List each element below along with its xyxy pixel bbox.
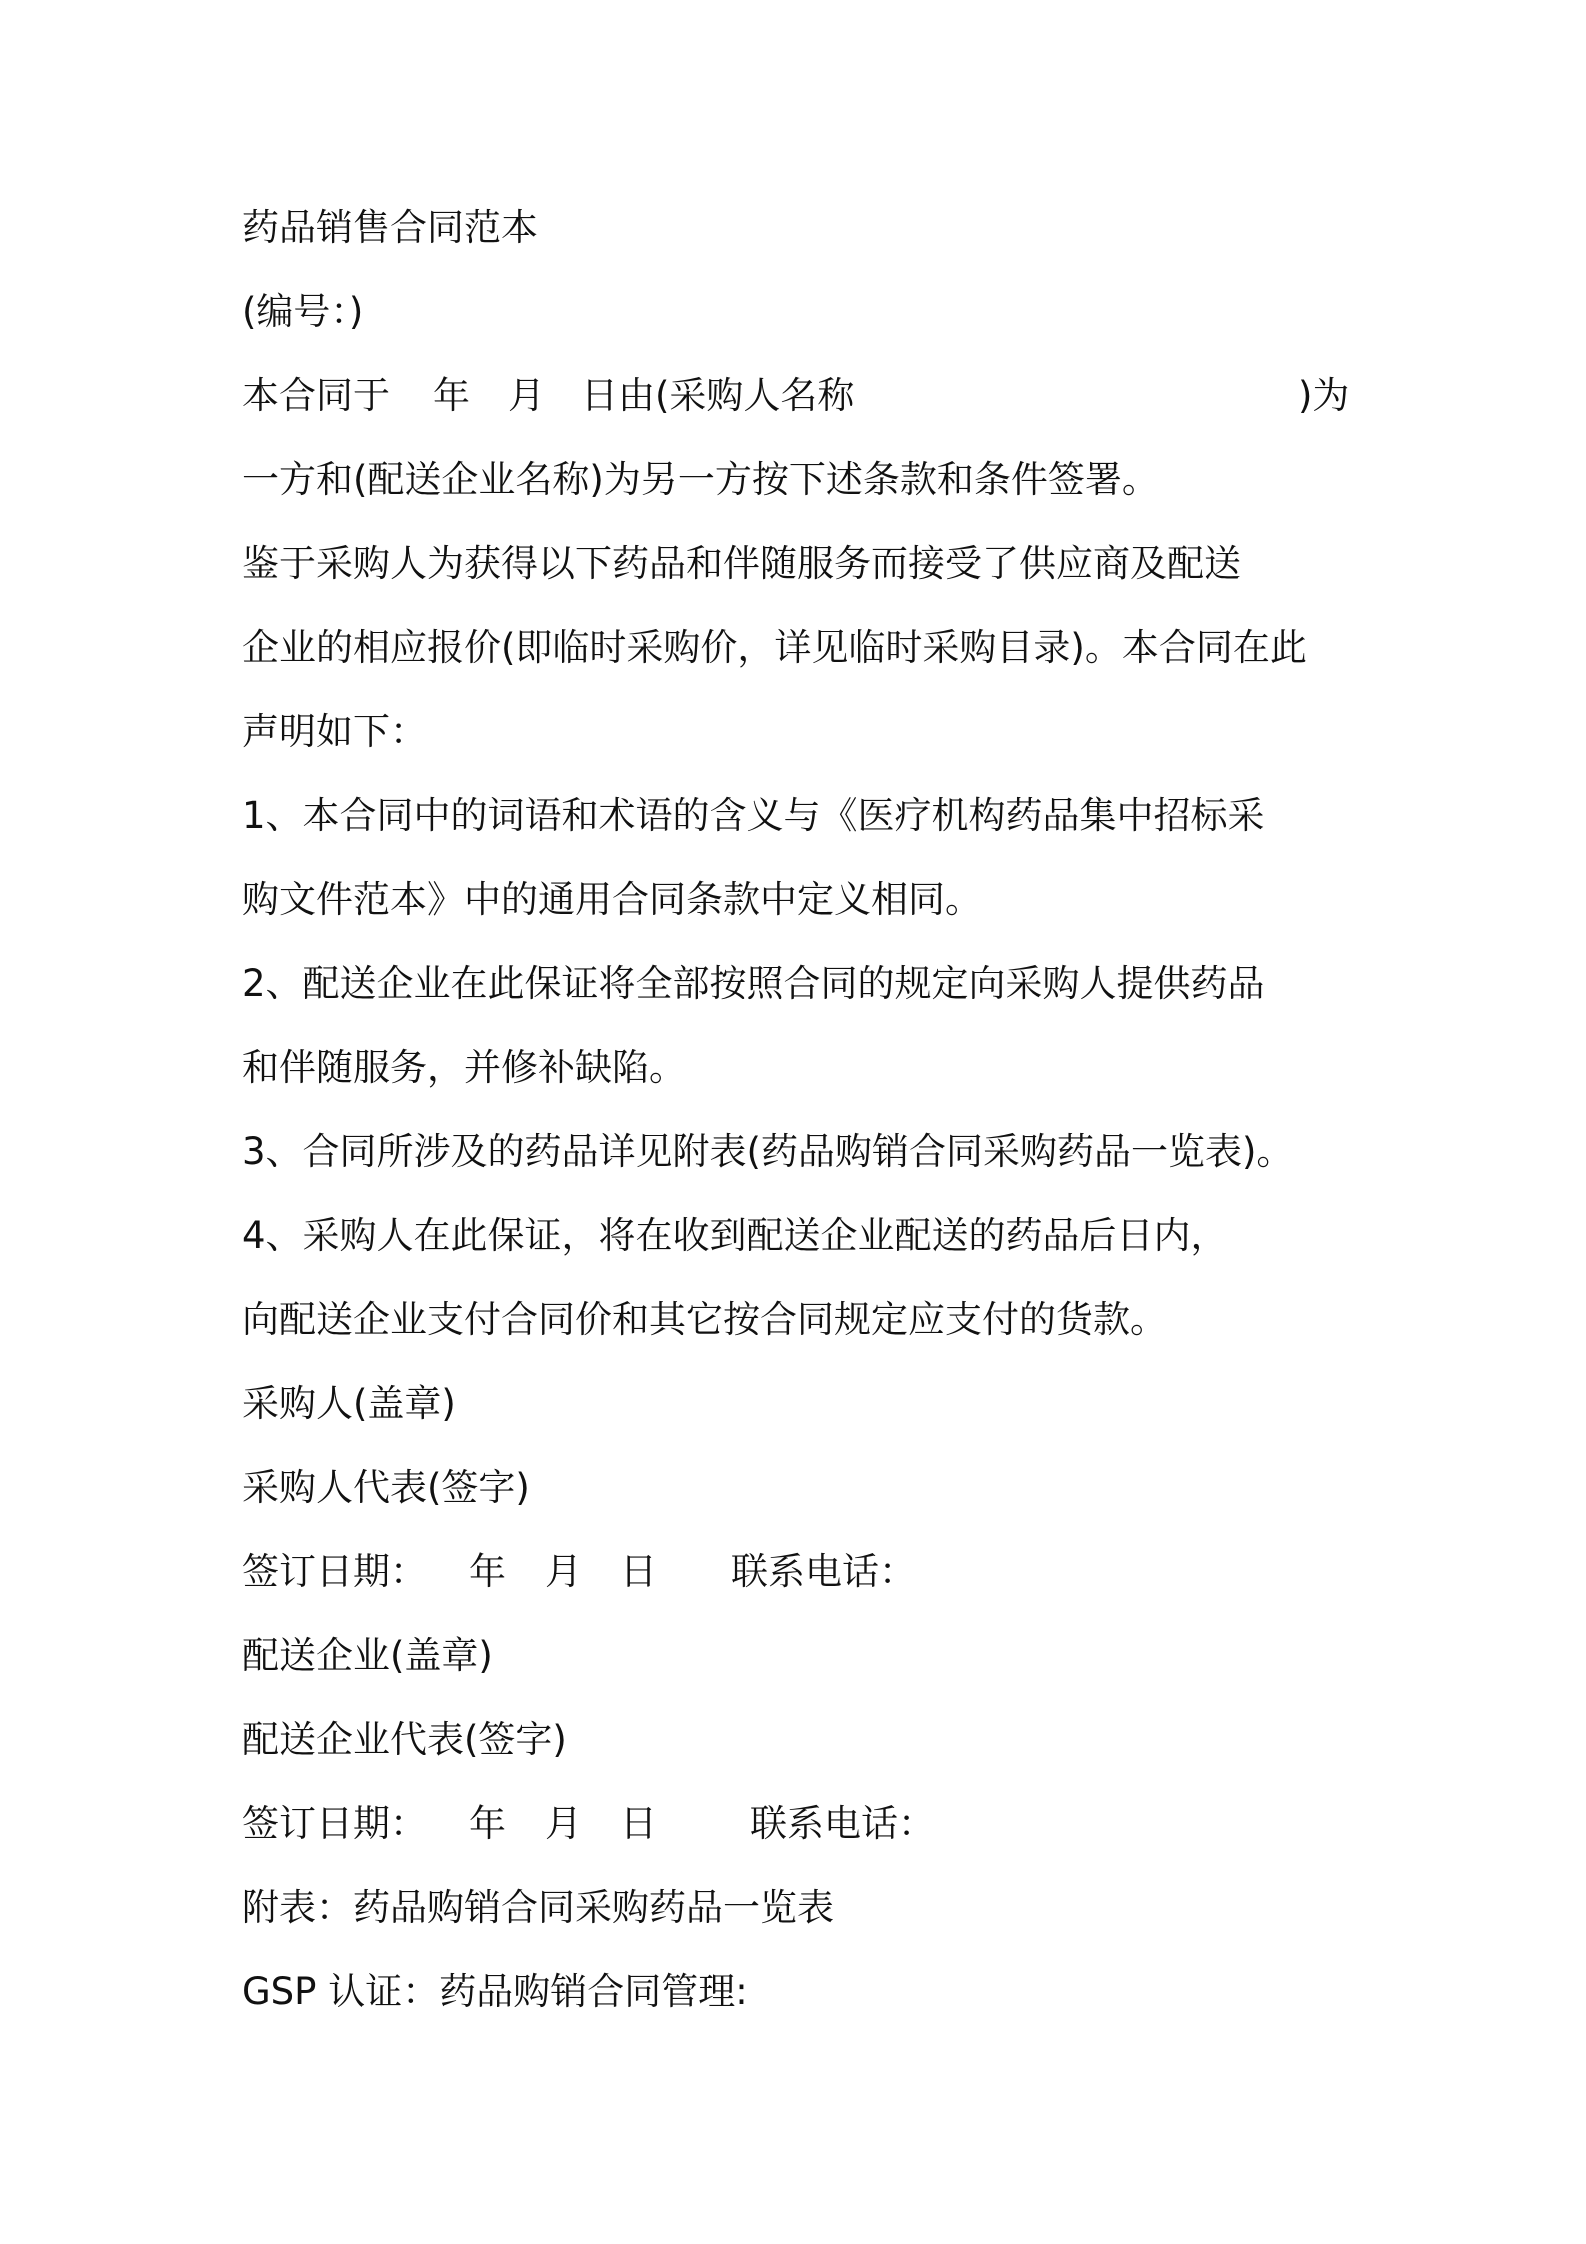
appendix-line: 附表：药品购销合同采购药品一览表: [242, 1886, 834, 1929]
distributor-date-label: 签订日期：: [242, 1802, 427, 1845]
purchaser-day: 日: [620, 1550, 657, 1593]
paragraph-line: 一方和(配送企业名称)为另一方按下述条款和条件签署。: [242, 458, 1159, 501]
purchaser-year: 年: [469, 1550, 506, 1593]
opening-year: 年: [433, 374, 470, 417]
purchaser-representative: 采购人代表(签字): [242, 1466, 530, 1509]
opening-line: [242, 354, 1442, 438]
purchaser-date-label: 签订日期：: [242, 1550, 427, 1593]
clause-2-line: 和伴随服务，并修补缺陷。: [242, 1046, 686, 1089]
gsp-line: GSP 认证：药品购销合同管理:: [242, 1970, 748, 2013]
contract-number: (编号：): [242, 290, 364, 333]
distributor-day: 日: [620, 1802, 657, 1845]
distributor-seal: 配送企业(盖章): [242, 1634, 493, 1677]
distributor-year: 年: [469, 1802, 506, 1845]
distributor-month: 月: [545, 1802, 582, 1845]
purchaser-month: 月: [545, 1550, 582, 1593]
clause-3-line: 3、合同所涉及的药品详见附表(药品购销合同采购药品一览表)。: [242, 1130, 1294, 1173]
purchaser-seal: 采购人(盖章): [242, 1382, 456, 1425]
distributor-phone-label: 联系电话：: [750, 1802, 935, 1845]
clause-1-line: 1、本合同中的词语和术语的含义与《医疗机构药品集中招标采: [242, 794, 1265, 837]
clause-4-line: 4、采购人在此保证，将在收到配送企业配送的药品后日内，: [242, 1214, 1228, 1257]
clause-2-line: 2、配送企业在此保证将全部按照合同的规定向采购人提供药品: [242, 962, 1265, 1005]
paragraph-line: 声明如下：: [242, 710, 427, 753]
purchaser-phone-label: 联系电话：: [731, 1550, 916, 1593]
paragraph-line: 企业的相应报价(即临时采购价，详见临时采购目录)。本合同在此: [242, 626, 1307, 669]
clause-4-line: 向配送企业支付合同价和其它按合同规定应支付的货款。: [242, 1298, 1167, 1341]
opening-day-from: 日由(采购人名称: [581, 374, 855, 417]
distributor-representative: 配送企业代表(签字): [242, 1718, 567, 1761]
opening-month: 月: [508, 374, 545, 417]
purchaser-date-line: [242, 1530, 1442, 1614]
opening-prefix: 本合同于: [242, 374, 390, 417]
paragraph-line: 鉴于采购人为获得以下药品和伴随服务而接受了供应商及配送: [242, 542, 1241, 585]
clause-1-line: 购文件范本》中的通用合同条款中定义相同。: [242, 878, 982, 921]
distributor-date-line: [242, 1782, 1442, 1866]
document-title: 药品销售合同范本: [242, 206, 538, 249]
opening-suffix: )为: [1298, 374, 1350, 417]
